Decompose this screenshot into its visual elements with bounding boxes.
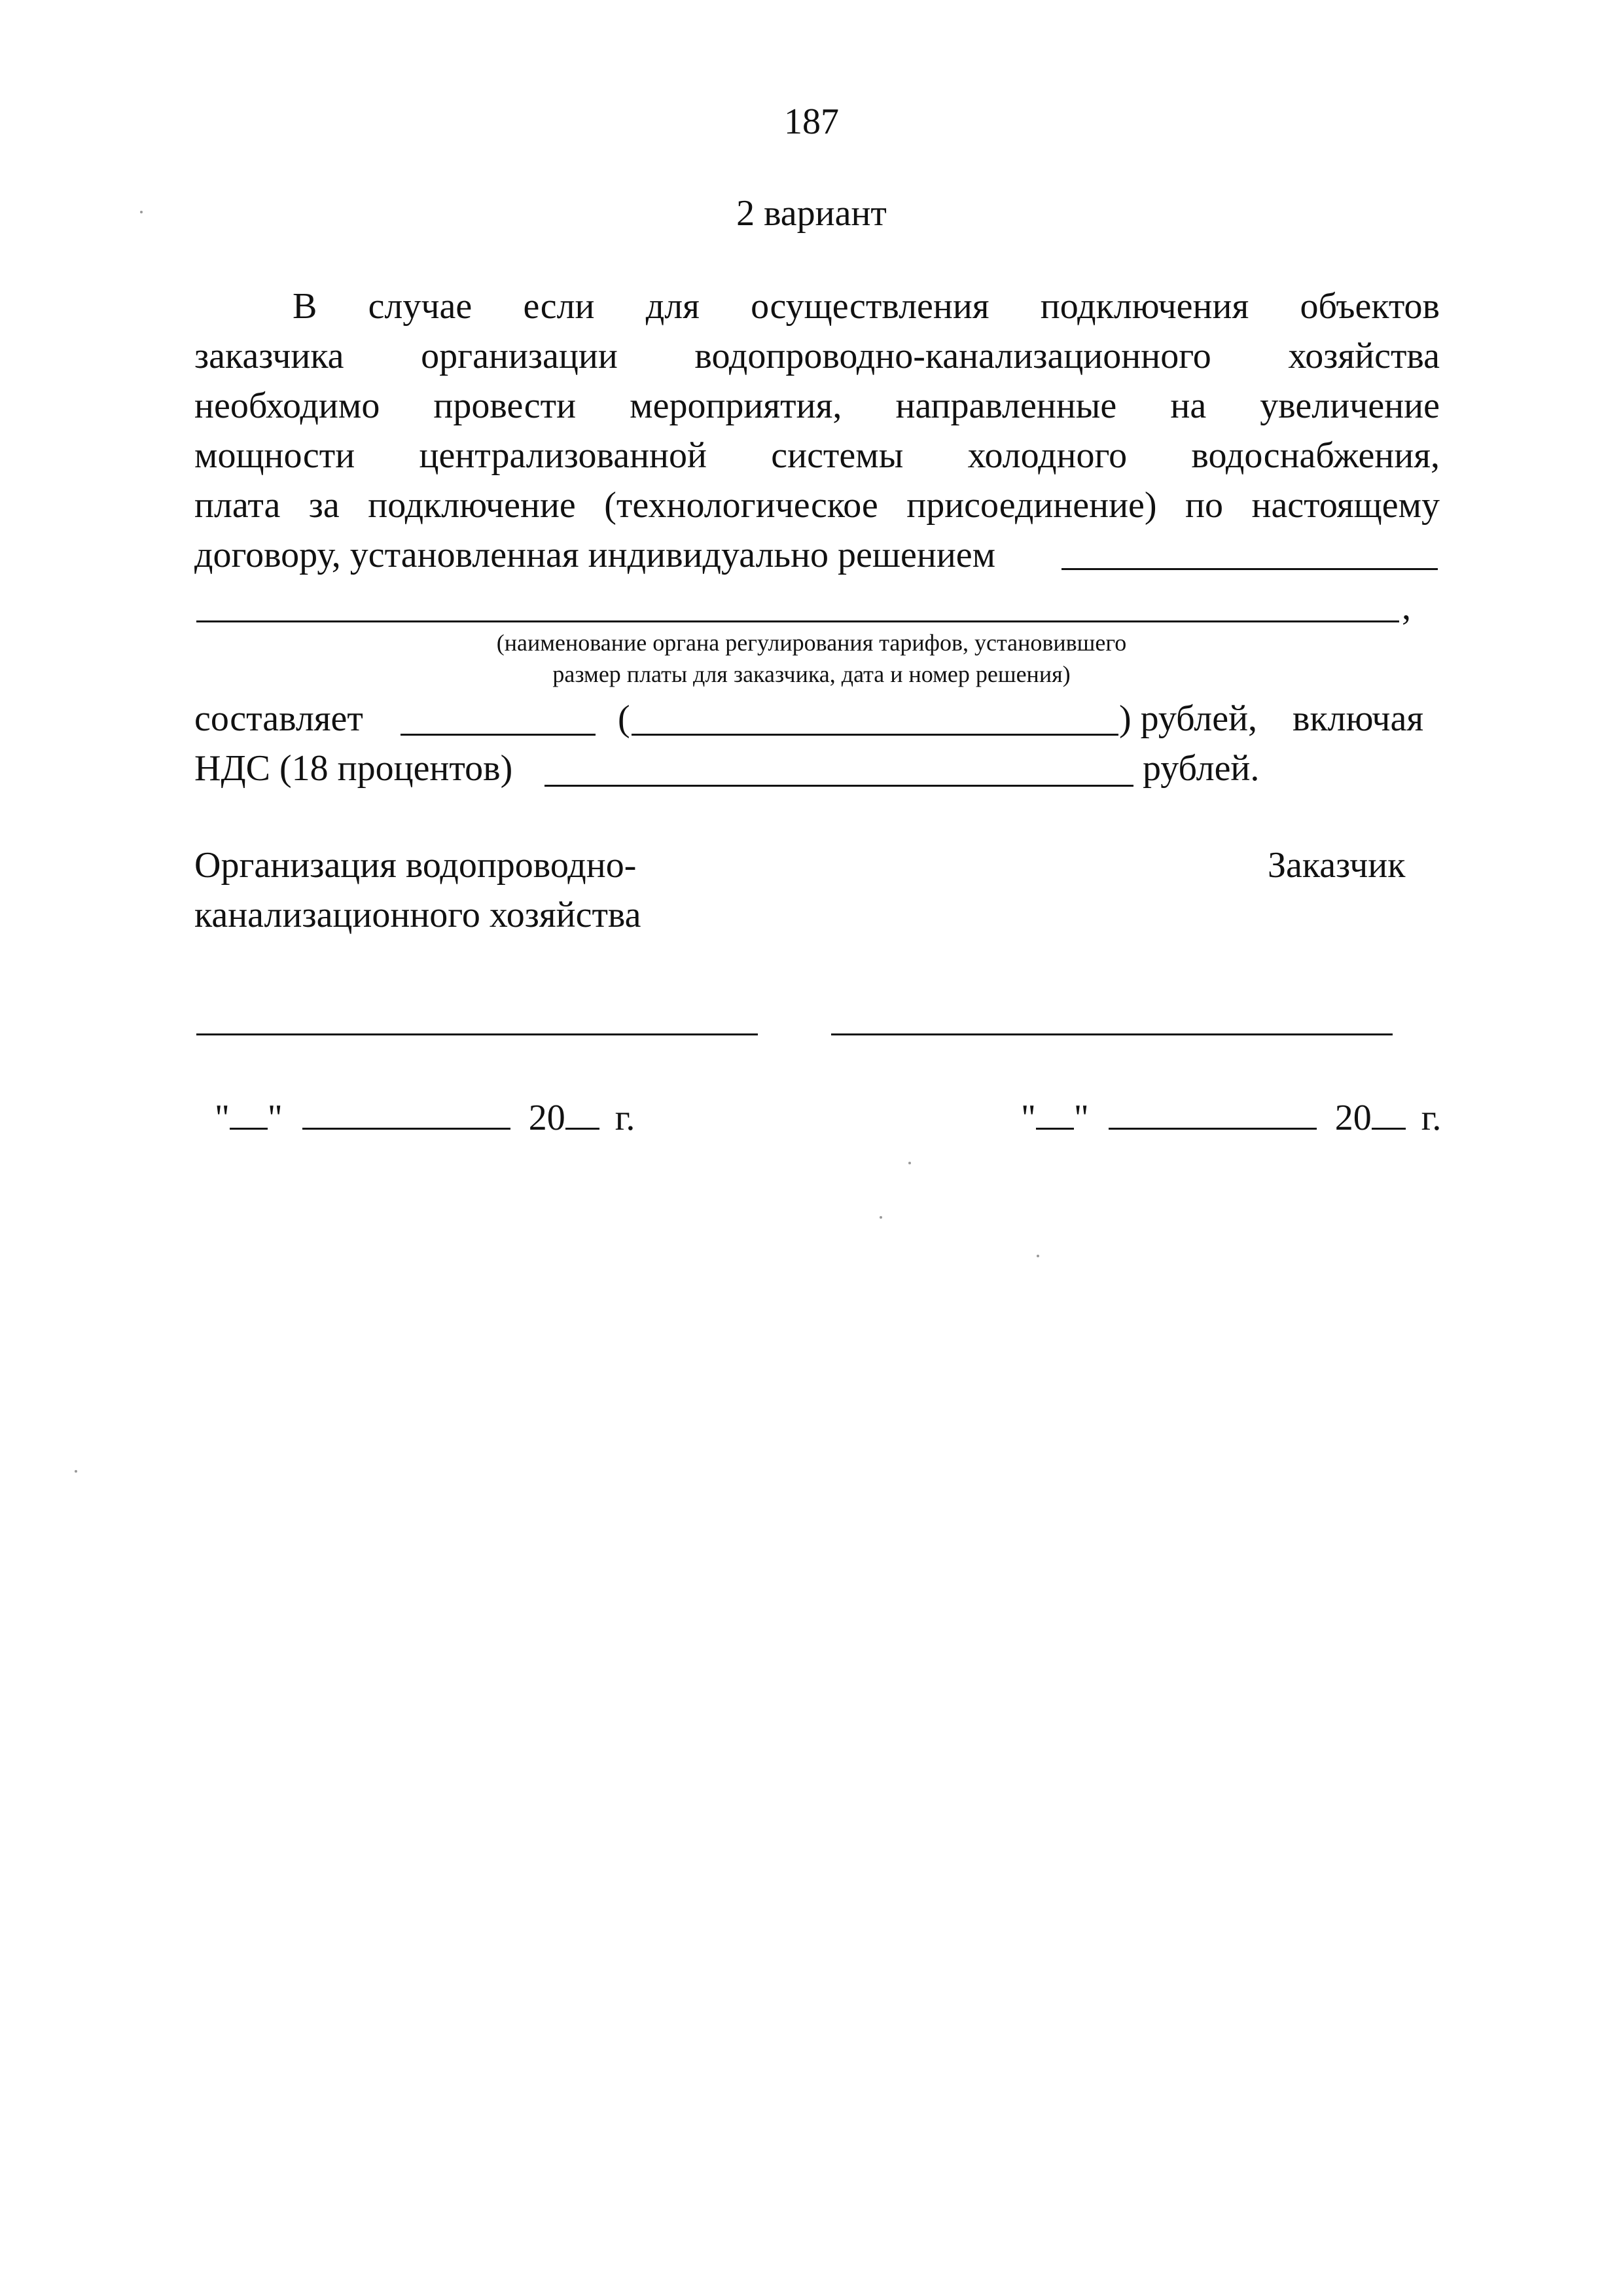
- right-signature-line[interactable]: [831, 1033, 1393, 1035]
- paragraph-line-1: В случае если для осуществления подключения объектов: [293, 286, 1440, 327]
- left-date-month-blank[interactable]: [302, 1095, 510, 1130]
- paragraph-line-4: мощности централизованной системы холодного водоснабжения,: [194, 435, 1440, 476]
- left-date-day-blank[interactable]: [230, 1095, 268, 1130]
- decision-line: [194, 531, 995, 579]
- vat-label: НДС (18 процентов): [194, 748, 513, 789]
- decision-line-text: договору, установленная индивидуально решением: [194, 535, 996, 575]
- left-signature-line[interactable]: [196, 1033, 758, 1035]
- amount-word: составляет: [194, 698, 363, 739]
- left-date-quote-open: ": [215, 1098, 230, 1138]
- left-party-line-1: Организация водопроводно-: [194, 845, 637, 886]
- paragraph-line-3: необходимо провести мероприятия, направленные на увеличение: [194, 386, 1440, 426]
- left-date-quote-close: ": [267, 1098, 283, 1138]
- amount-rubles: ) рублей,: [1119, 698, 1258, 739]
- variant-title: 2 вариант: [736, 193, 887, 234]
- right-date-year-blank[interactable]: [1372, 1095, 1406, 1130]
- left-date: [215, 1094, 635, 1141]
- page-number: 187: [784, 101, 839, 142]
- right-date-quote-close: ": [1073, 1098, 1089, 1138]
- right-date: [1021, 1094, 1441, 1141]
- right-date-year-suffix: г.: [1421, 1098, 1442, 1138]
- amount-number-blank[interactable]: [401, 734, 596, 736]
- left-party-line-2: канализационного хозяйства: [194, 895, 641, 935]
- left-date-year-prefix: 20: [528, 1098, 565, 1138]
- right-date-day-blank[interactable]: [1036, 1095, 1074, 1130]
- right-date-quote-open: ": [1021, 1098, 1036, 1138]
- left-date-year-suffix: г.: [615, 1098, 635, 1138]
- paragraph-line-5: плата за подключение (технологическое присоединение) по настоящему: [194, 485, 1440, 526]
- vat-blank[interactable]: [544, 785, 1133, 787]
- comma: ,: [1402, 587, 1411, 628]
- amount-including: включая: [1293, 698, 1424, 739]
- decision-blank-2[interactable]: [196, 620, 1399, 622]
- vat-rubles: рублей.: [1143, 748, 1260, 789]
- paragraph-line-2: заказчика организации водопроводно-канализационного хозяйства: [194, 336, 1440, 376]
- amount-paren-open: (: [618, 698, 630, 739]
- caption-line-2: размер платы для заказчика, дата и номер решения): [552, 661, 1071, 687]
- scan-speck: [75, 1470, 77, 1473]
- scan-speck: [140, 211, 143, 213]
- decision-blank-1[interactable]: [1061, 568, 1438, 570]
- scan-speck: [880, 1216, 882, 1219]
- left-date-year-blank[interactable]: [565, 1095, 599, 1130]
- amount-words-blank[interactable]: [632, 734, 1118, 736]
- scan-speck: [908, 1162, 911, 1164]
- right-party: Заказчик: [1268, 845, 1406, 886]
- caption-line-1: (наименование органа регулирования тарифов, установившего: [496, 630, 1127, 656]
- scan-speck: [1037, 1255, 1039, 1257]
- right-date-month-blank[interactable]: [1109, 1095, 1317, 1130]
- right-date-year-prefix: 20: [1334, 1098, 1372, 1138]
